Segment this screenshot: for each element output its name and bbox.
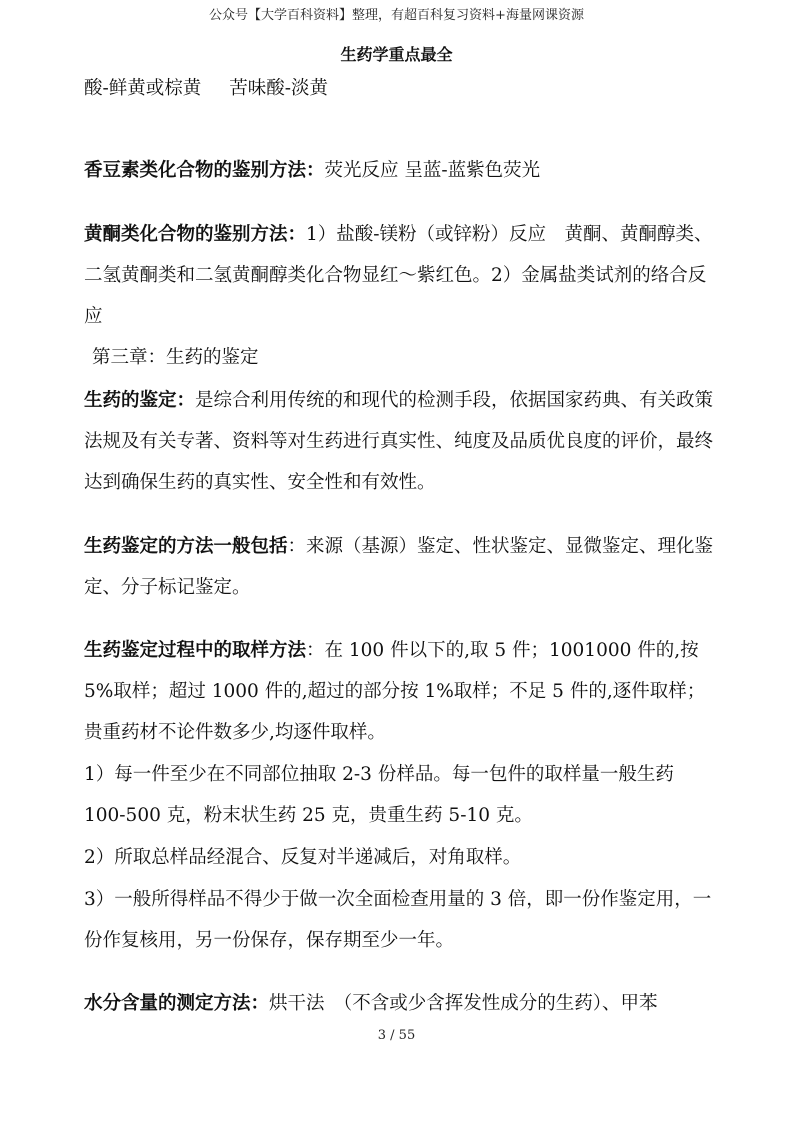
paragraph-identification: [84, 380, 714, 503]
chapter-heading: 第三章：生药的鉴定: [92, 347, 259, 368]
paragraph-methods: [84, 526, 714, 608]
page-header: 公众号【大学百科资料】整理，有超百科复习资料+海量网课资源: [209, 8, 584, 23]
identification-label: 生药的鉴定：: [84, 390, 196, 411]
paragraph-sampling: [84, 630, 714, 753]
identification-text: 是综合利用传统的和现代的检测手段，依据国家药典、有关政策法规及有关专著、资料等对生药进行真实性、纯度及品质优良度的评价，最终达到确保生药的真实性、安全性和有效性。: [84, 390, 714, 493]
acid-color-a: 酸-鲜黄或棕黄: [84, 78, 202, 99]
acid-color-b: 苦味酸-淡黄: [229, 78, 329, 99]
methods-text: ：来源（基源）鉴定、性状鉴定、显微鉴定、理化鉴定、分子标记鉴定。: [84, 536, 714, 598]
flavone-text: 1）盐酸-镁粉（或锌粉）反应 黄酮、黄酮醇类、二氢黄酮类和二氢黄酮醇类化合物显红～紫红色。2）金属盐类试剂的络合反应: [84, 224, 713, 327]
paragraph-water: [84, 983, 714, 1024]
water-text: 烘干法 （不含或少含挥发性成分的生药）、甲苯: [269, 993, 658, 1014]
coumarin-label: 香豆素类化合物的鉴别方法：: [84, 160, 325, 181]
page-title: 生药学重点最全: [340, 45, 453, 64]
methods-label: 生药鉴定的方法一般包括: [84, 536, 288, 557]
sampling-step-1: 1）每一件至少在不同部位抽取 2-3 份样品。每一包件的取样量一般生药 100-500 克，粉末状生药 25 克，贵重生药 5-10 克。: [84, 764, 674, 826]
paragraph-flavone: [84, 214, 714, 337]
flavone-label: 黄酮类化合物的鉴别方法：: [84, 224, 307, 245]
sampling-step-3: 3）一般所得样品不得少于做一次全面检查用量的 3 倍，即一份作鉴定用，一份作复核用，另一份保存，保存期至少一年。: [84, 889, 712, 951]
sampling-label: 生药鉴定过程中的取样方法: [84, 640, 307, 661]
water-label: 水分含量的测定方法：: [84, 993, 270, 1014]
sampling-text: ：在 100 件以下的,取 5 件；1001000 件的,按 5%取样；超过 1000 件的,超过的部分按 1%取样；不足 5 件的,逐件取样；贵重药材不论件数多少,均逐件取样。: [84, 640, 706, 743]
page-number: 3 / 55: [377, 1028, 416, 1043]
sampling-step-2: 2）所取总样品经混合、反复对半递减后，对角取样。: [84, 847, 522, 868]
paragraph-coumarin: [84, 150, 714, 191]
paragraph-acid-colors: [84, 68, 714, 109]
coumarin-text: 荧光反应 呈蓝-蓝紫色荧光: [324, 160, 541, 181]
